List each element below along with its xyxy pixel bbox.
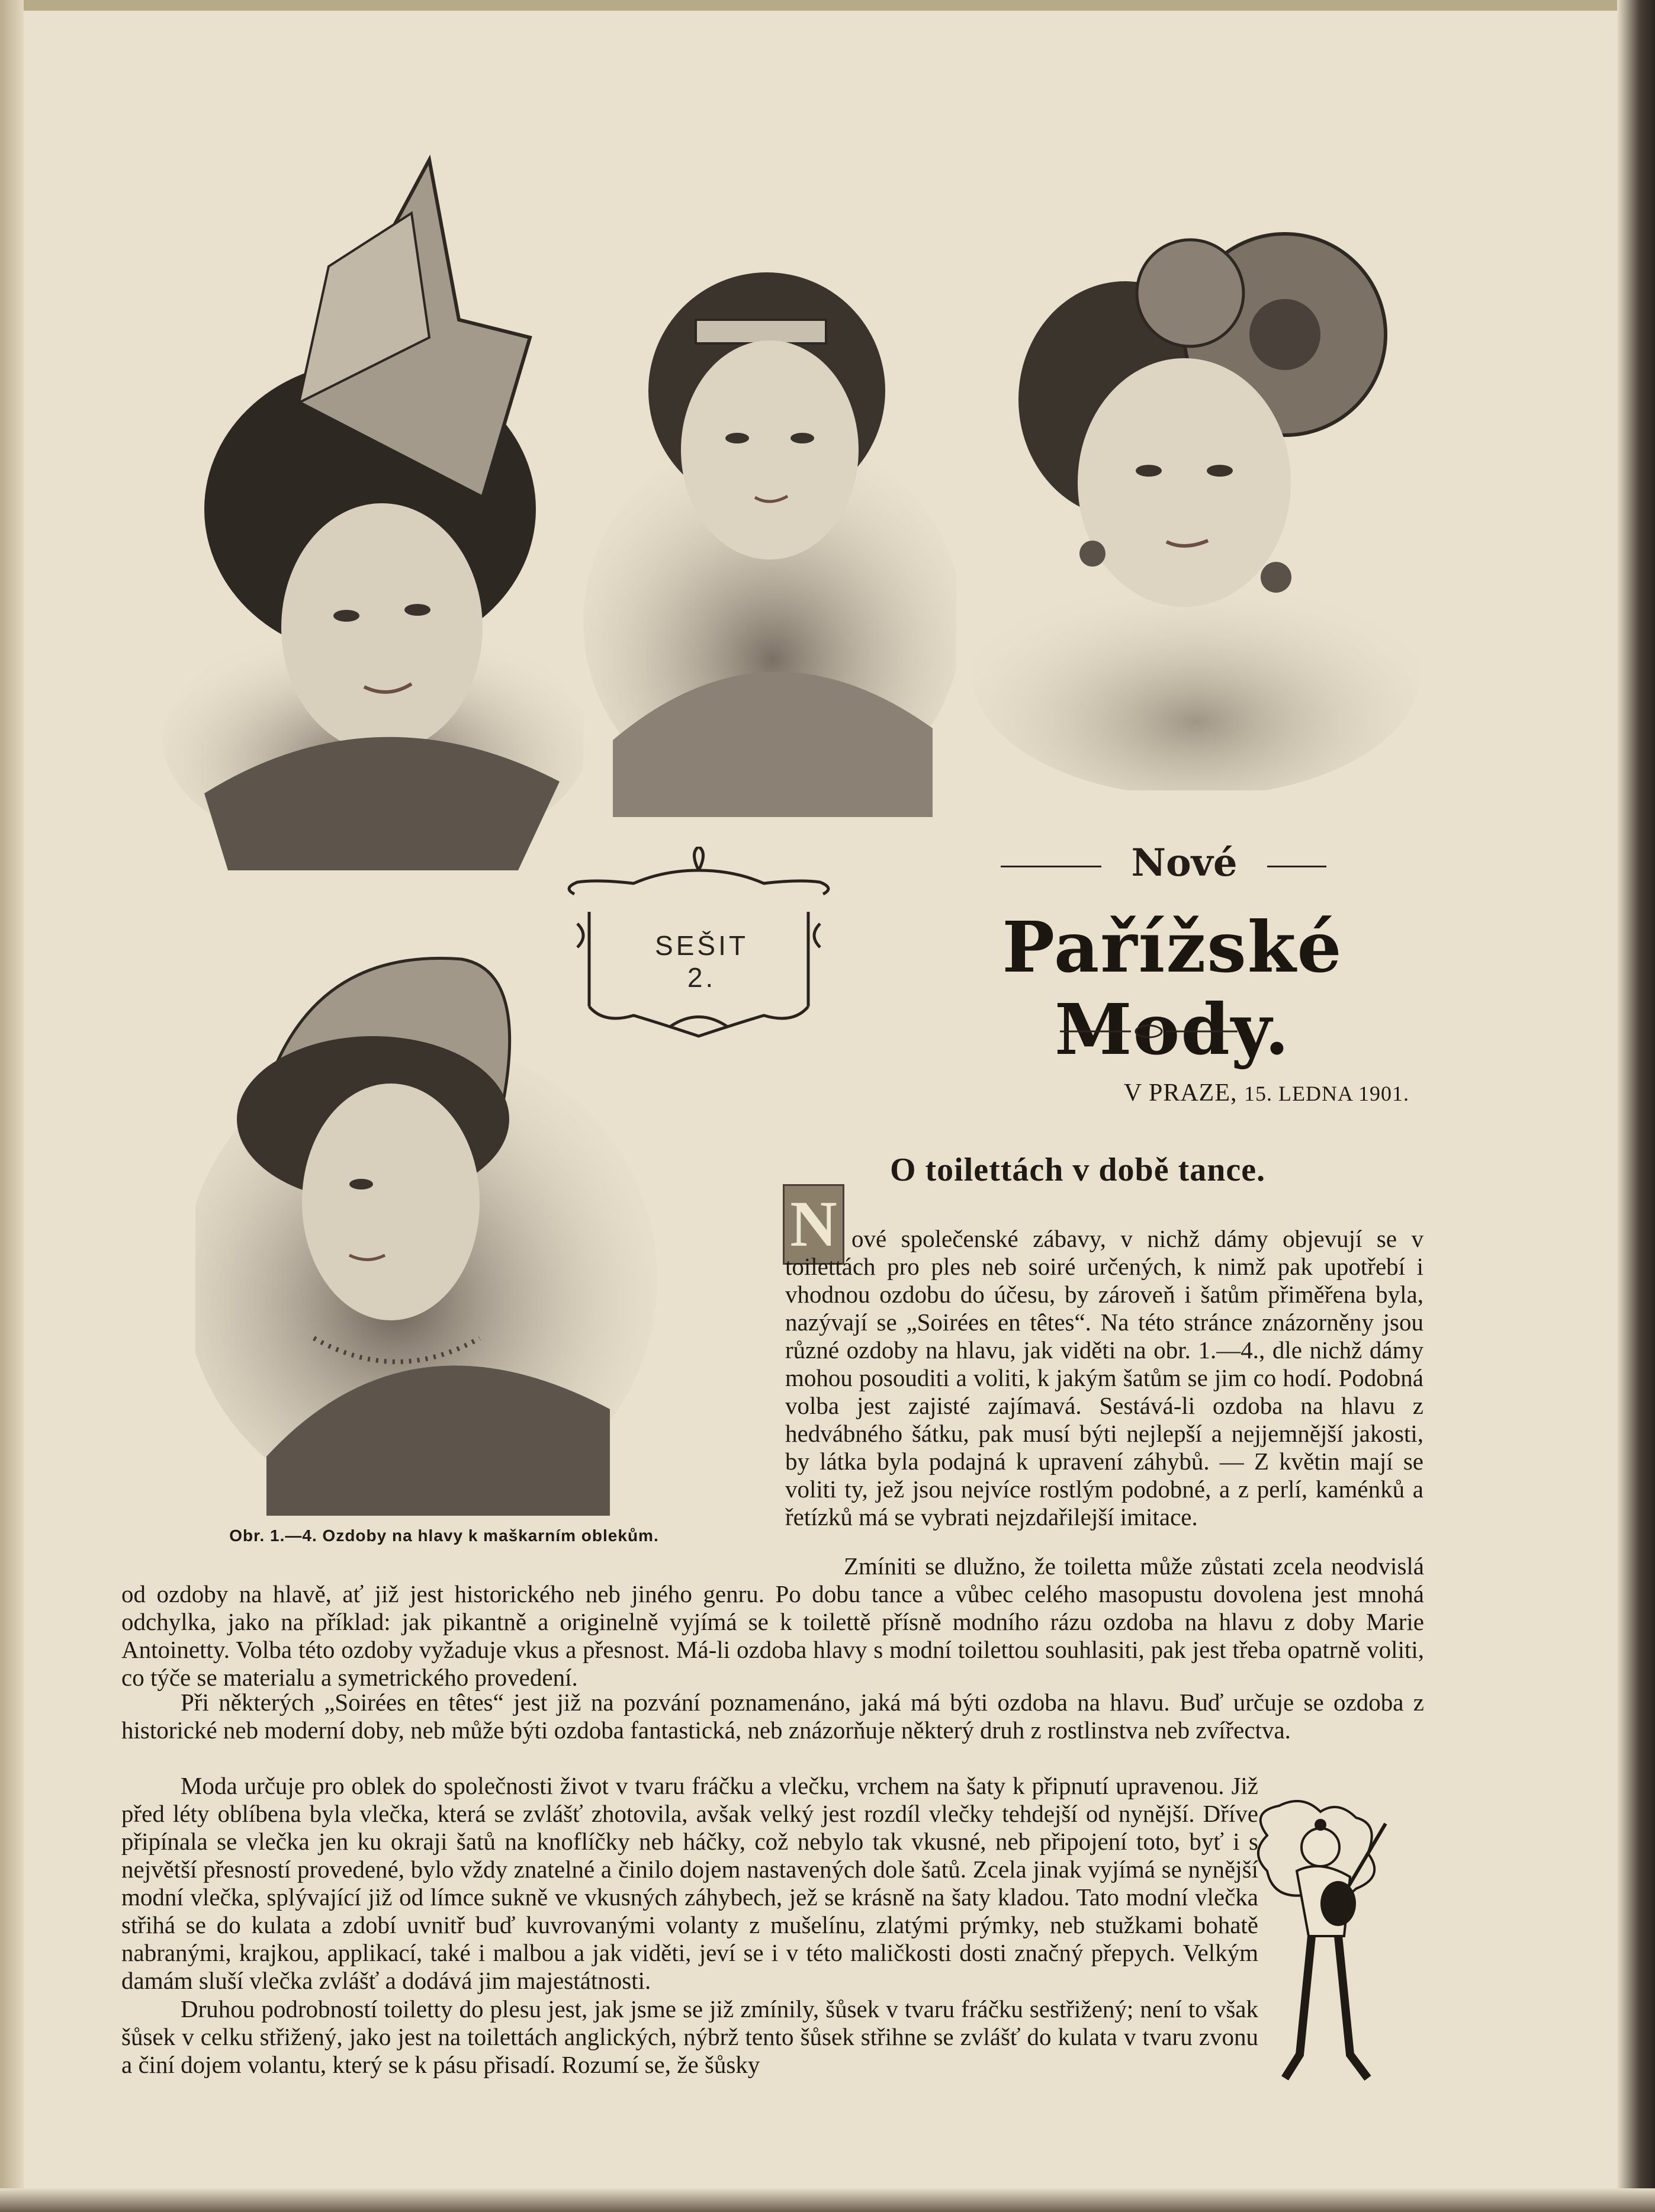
article-paragraph-4: Druhou podrobností toiletty do plesu jest, jak jsme se již zmínily, šůsek v tvaru fráčku sestřižený; není to však šůsek v celku střižený, jako jest na toilettách anglických, nýbrž tento šůsek střihne se zvlášť do kulata v tvaru zvonu a činí dojem volantu, který se k pásu přisadí. Rozumí se, že šůsky xyxy=(121,1995,1258,2078)
figure-caption: Obr. 1.—4. Ozdoby na hlavy k maškarním oblekům. xyxy=(229,1526,659,1545)
page-edge-top xyxy=(0,0,1655,11)
article-title: O toilettách v době tance. xyxy=(889,1152,1266,1188)
dateline-city: V PRAZE, xyxy=(1123,1079,1238,1107)
masthead-top-word: Nové xyxy=(1131,841,1238,885)
drop-cap: N xyxy=(783,1184,844,1265)
dateline xyxy=(971,1079,1409,1107)
pierrot-vignette xyxy=(1249,1800,1427,2084)
article-intro xyxy=(785,1225,1423,1531)
page-edge-bottom xyxy=(0,2188,1655,2212)
dateline-date: 15. LEDNA 1901. xyxy=(1244,1082,1409,1105)
page-edge-left xyxy=(0,0,24,2212)
masthead-rule-left xyxy=(1001,866,1101,867)
portrait-poppy-headdress xyxy=(947,222,1421,790)
issue-label: SEŠIT 2. xyxy=(655,930,748,993)
article-paragraph-3: Moda určuje pro oblek do společnosti život v tvaru fráčku a vlečku, vrchem na šaty k připnutí upravenou. Již před léty oblíbena byla vlečka, která se zvlášť zhotovila, avšak velký jest rozdíl vlečky tehdejší od nynější. Dříve připínala se vlečka jen ku okraji šatů na knoflíčky neb háčky, což nebylo tak vkusné, neb připojení toto, byť i s největší přesností provedené, bylo vždy znatelné a činilo dojem nastavených dole šatů. Zcela jinak vyjímá se nynější modní vlečka, splývající již od límce sukně ve vkusných záhybech, jež se krásně na šaty kladou. Tato modní vlečka střihá se do kulata a zdobí uvnitř buď kuvrovanými volanty z mušelínu, zlatými prýmky, neb stužkami bohatě nabranými, krajkou, applikací, také i malbou a jak viděti, jeví se i v této maličkosti dosti značný přepych. Velkým damám sluší vlečka zvlášť a dodává jim majestátnosti. xyxy=(121,1772,1258,1994)
article-intro-text: ové společenské zábavy, v nichž dámy objevují se v toilettách pro ples neb soiré určených, k nimž pak upotřebí i vhodnou ozdobu do účesu, by zároveň i šatům přiměřena byla, nazývají se „Soirées en têtes“. Na této stránce znázorněny jsou různé ozdoby na hlavu, jak viděti na obr. 1.—4., dle nichž dámy mohou posouditi a voliti, k jakým šatům se jim co hodí. Podobná volba jest zajisté zajímavá. Sestává-li ozdoba na hlavu z hedvábného šátku, pak musí býti nejlepší a nejjemnější jakosti, by látka byla podajná k upravení záhybů. — Z květin mají se voliti ty, jež jsou nejvíce rostlým podobné, a z perlí, kaménků a řetízků má se vybrati nejzdařilejší imitace. xyxy=(785,1225,1423,1531)
page-edge-right xyxy=(1617,0,1655,2212)
portrait-bandeau xyxy=(577,255,956,817)
article-paragraph-2: Při některých „Soirées en têtes“ jest již na pozvání poznamenáno, jaká má býti ozdoba na hlavu. Buď určuje se ozdoba z historické neb moderní doby, neb může býti ozdoba fantastická, neb znázorňuje některý druh z rostlinstva neb zvířectva. xyxy=(121,1689,1424,1744)
article-paragraph-1: Zmíniti se dlužno, že toiletta může zůstati zcela neodvislá od ozdoby na hlavě, ať již jest historického neb jiného genru. Po dobu tance a vůbec celého masopustu dovolena jest mnohá odchylka, jako na příklad: jak pikantně a originelně vyjímá se k toilettě přísně modního rázu ozdoba na hlavu z doby Marie Antoinetty. Volba této ozdoby vyžaduje vkus a přesnost. Má-li ozdoba hlavy s modní toilettou souhlasiti, pak jest třeba opatrně voliti, co týče se materialu a symetrického provedení. xyxy=(121,1552,1424,1691)
masthead-ornament xyxy=(1060,1020,1238,1043)
masthead-rule-right xyxy=(1267,866,1326,867)
portrait-butterfly-headdress xyxy=(151,142,583,870)
masthead-title: Pařížské Mody. xyxy=(1002,906,1343,1070)
